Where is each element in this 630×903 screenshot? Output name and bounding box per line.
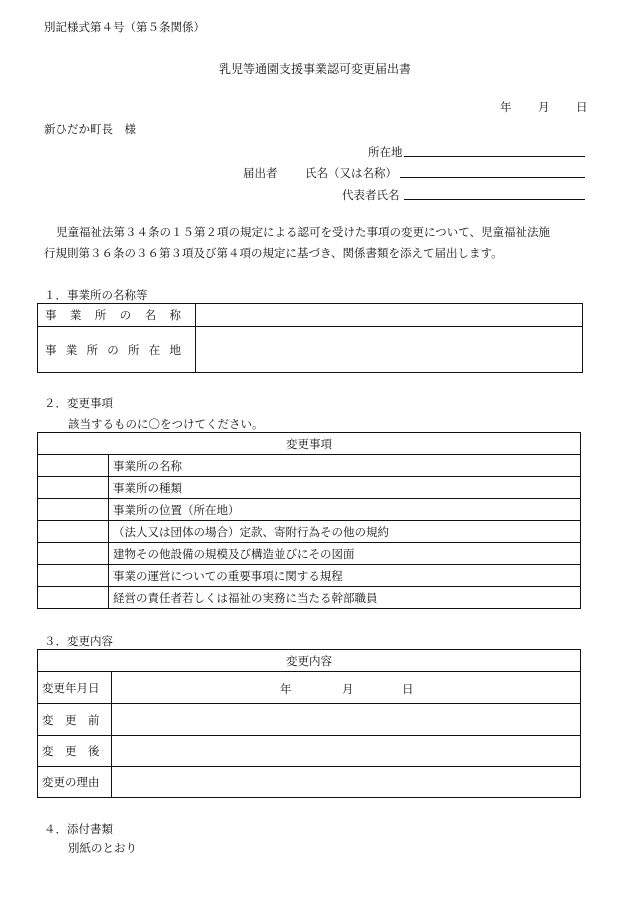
name-line[interactable] xyxy=(400,177,585,178)
name-label: 氏名（又は名称） xyxy=(305,166,397,180)
date-month: 月 xyxy=(538,100,550,114)
check-cell[interactable] xyxy=(38,565,109,587)
change-item: 経営の責任者若しくは福祉の実務に当たる幹部職員 xyxy=(109,587,581,609)
address-label: 所在地 xyxy=(368,145,403,159)
addressee: 新ひだか町長 様 xyxy=(44,122,136,136)
date-year: 年 xyxy=(500,100,512,114)
section4-heading: ４．添付書類 xyxy=(44,822,113,836)
before-change-label: 変 更 前 xyxy=(38,704,112,736)
table-row xyxy=(38,543,581,565)
change-date-month: 月 xyxy=(342,682,354,696)
section3-table-header: 変更内容 xyxy=(38,650,581,672)
change-date-field[interactable] xyxy=(112,672,581,704)
form-number: 別記様式第４号（第５条関係） xyxy=(44,20,205,34)
after-change-field[interactable] xyxy=(112,736,581,767)
document-title: 乳児等通園支援事業認可変更届出書 xyxy=(218,62,411,76)
change-item: 事業所の位置（所在地） xyxy=(109,499,581,521)
table-row xyxy=(38,704,581,736)
table-row xyxy=(38,565,581,587)
change-item: 事業所の種類 xyxy=(109,477,581,499)
office-name-field[interactable] xyxy=(196,304,583,327)
change-date-year: 年 xyxy=(280,682,292,696)
check-cell[interactable] xyxy=(38,499,109,521)
rep-line[interactable] xyxy=(404,199,585,200)
section2-instruction: 該当するものに〇をつけてください。 xyxy=(68,417,264,431)
office-address-label: 事 業 所 の 所 在 地 xyxy=(38,327,196,373)
section3-heading: ３．変更内容 xyxy=(44,634,113,648)
section2-table-header: 変更事項 xyxy=(38,433,581,455)
table-row xyxy=(38,587,581,609)
after-change-label: 変 更 後 xyxy=(38,736,112,767)
change-reason-label: 変更の理由 xyxy=(38,767,112,798)
table-row xyxy=(38,477,581,499)
office-address-field[interactable] xyxy=(196,327,583,373)
section2-heading: ２．変更事項 xyxy=(44,396,113,410)
table-row xyxy=(38,736,581,767)
change-date-label: 変更年月日 xyxy=(38,672,112,704)
attachments-text: 別紙のとおり xyxy=(68,841,137,855)
change-item: 事業所の名称 xyxy=(109,455,581,477)
date-day: 日 xyxy=(576,100,588,114)
table-row xyxy=(38,767,581,798)
check-cell[interactable] xyxy=(38,521,109,543)
table-row xyxy=(38,499,581,521)
check-cell[interactable] xyxy=(38,543,109,565)
change-date-day: 日 xyxy=(402,682,414,696)
table-row xyxy=(38,304,583,327)
table-row xyxy=(38,672,581,704)
section1-table xyxy=(37,303,583,373)
section3-table xyxy=(37,649,581,798)
body-text-line1: 児童福祉法第３４条の１５第２項の規定による認可を受けた事項の変更について、児童福祉法施 xyxy=(56,225,551,239)
address-line[interactable] xyxy=(404,156,585,157)
change-reason-field[interactable] xyxy=(112,767,581,798)
check-cell[interactable] xyxy=(38,587,109,609)
table-row xyxy=(38,455,581,477)
change-item: 建物その他設備の規模及び構造並びにその図面 xyxy=(109,543,581,565)
table-row xyxy=(38,327,583,373)
section2-table xyxy=(37,432,581,609)
check-cell[interactable] xyxy=(38,455,109,477)
rep-label: 代表者氏名 xyxy=(342,188,400,202)
change-item: （法人又は団体の場合）定款、寄附行為その他の規約 xyxy=(109,521,581,543)
change-item: 事業の運営についての重要事項に関する規程 xyxy=(109,565,581,587)
body-text-line2: 行規則第３６条の３６第３項及び第４項の規定に基づき、関係書類を添えて届出します。 xyxy=(44,246,503,260)
before-change-field[interactable] xyxy=(112,704,581,736)
check-cell[interactable] xyxy=(38,477,109,499)
applicant-label: 届出者 xyxy=(243,166,278,180)
table-row xyxy=(38,521,581,543)
section1-heading: １．事業所の名称等 xyxy=(44,288,148,302)
office-name-label: 事 業 所 の 名 称 xyxy=(38,304,196,327)
